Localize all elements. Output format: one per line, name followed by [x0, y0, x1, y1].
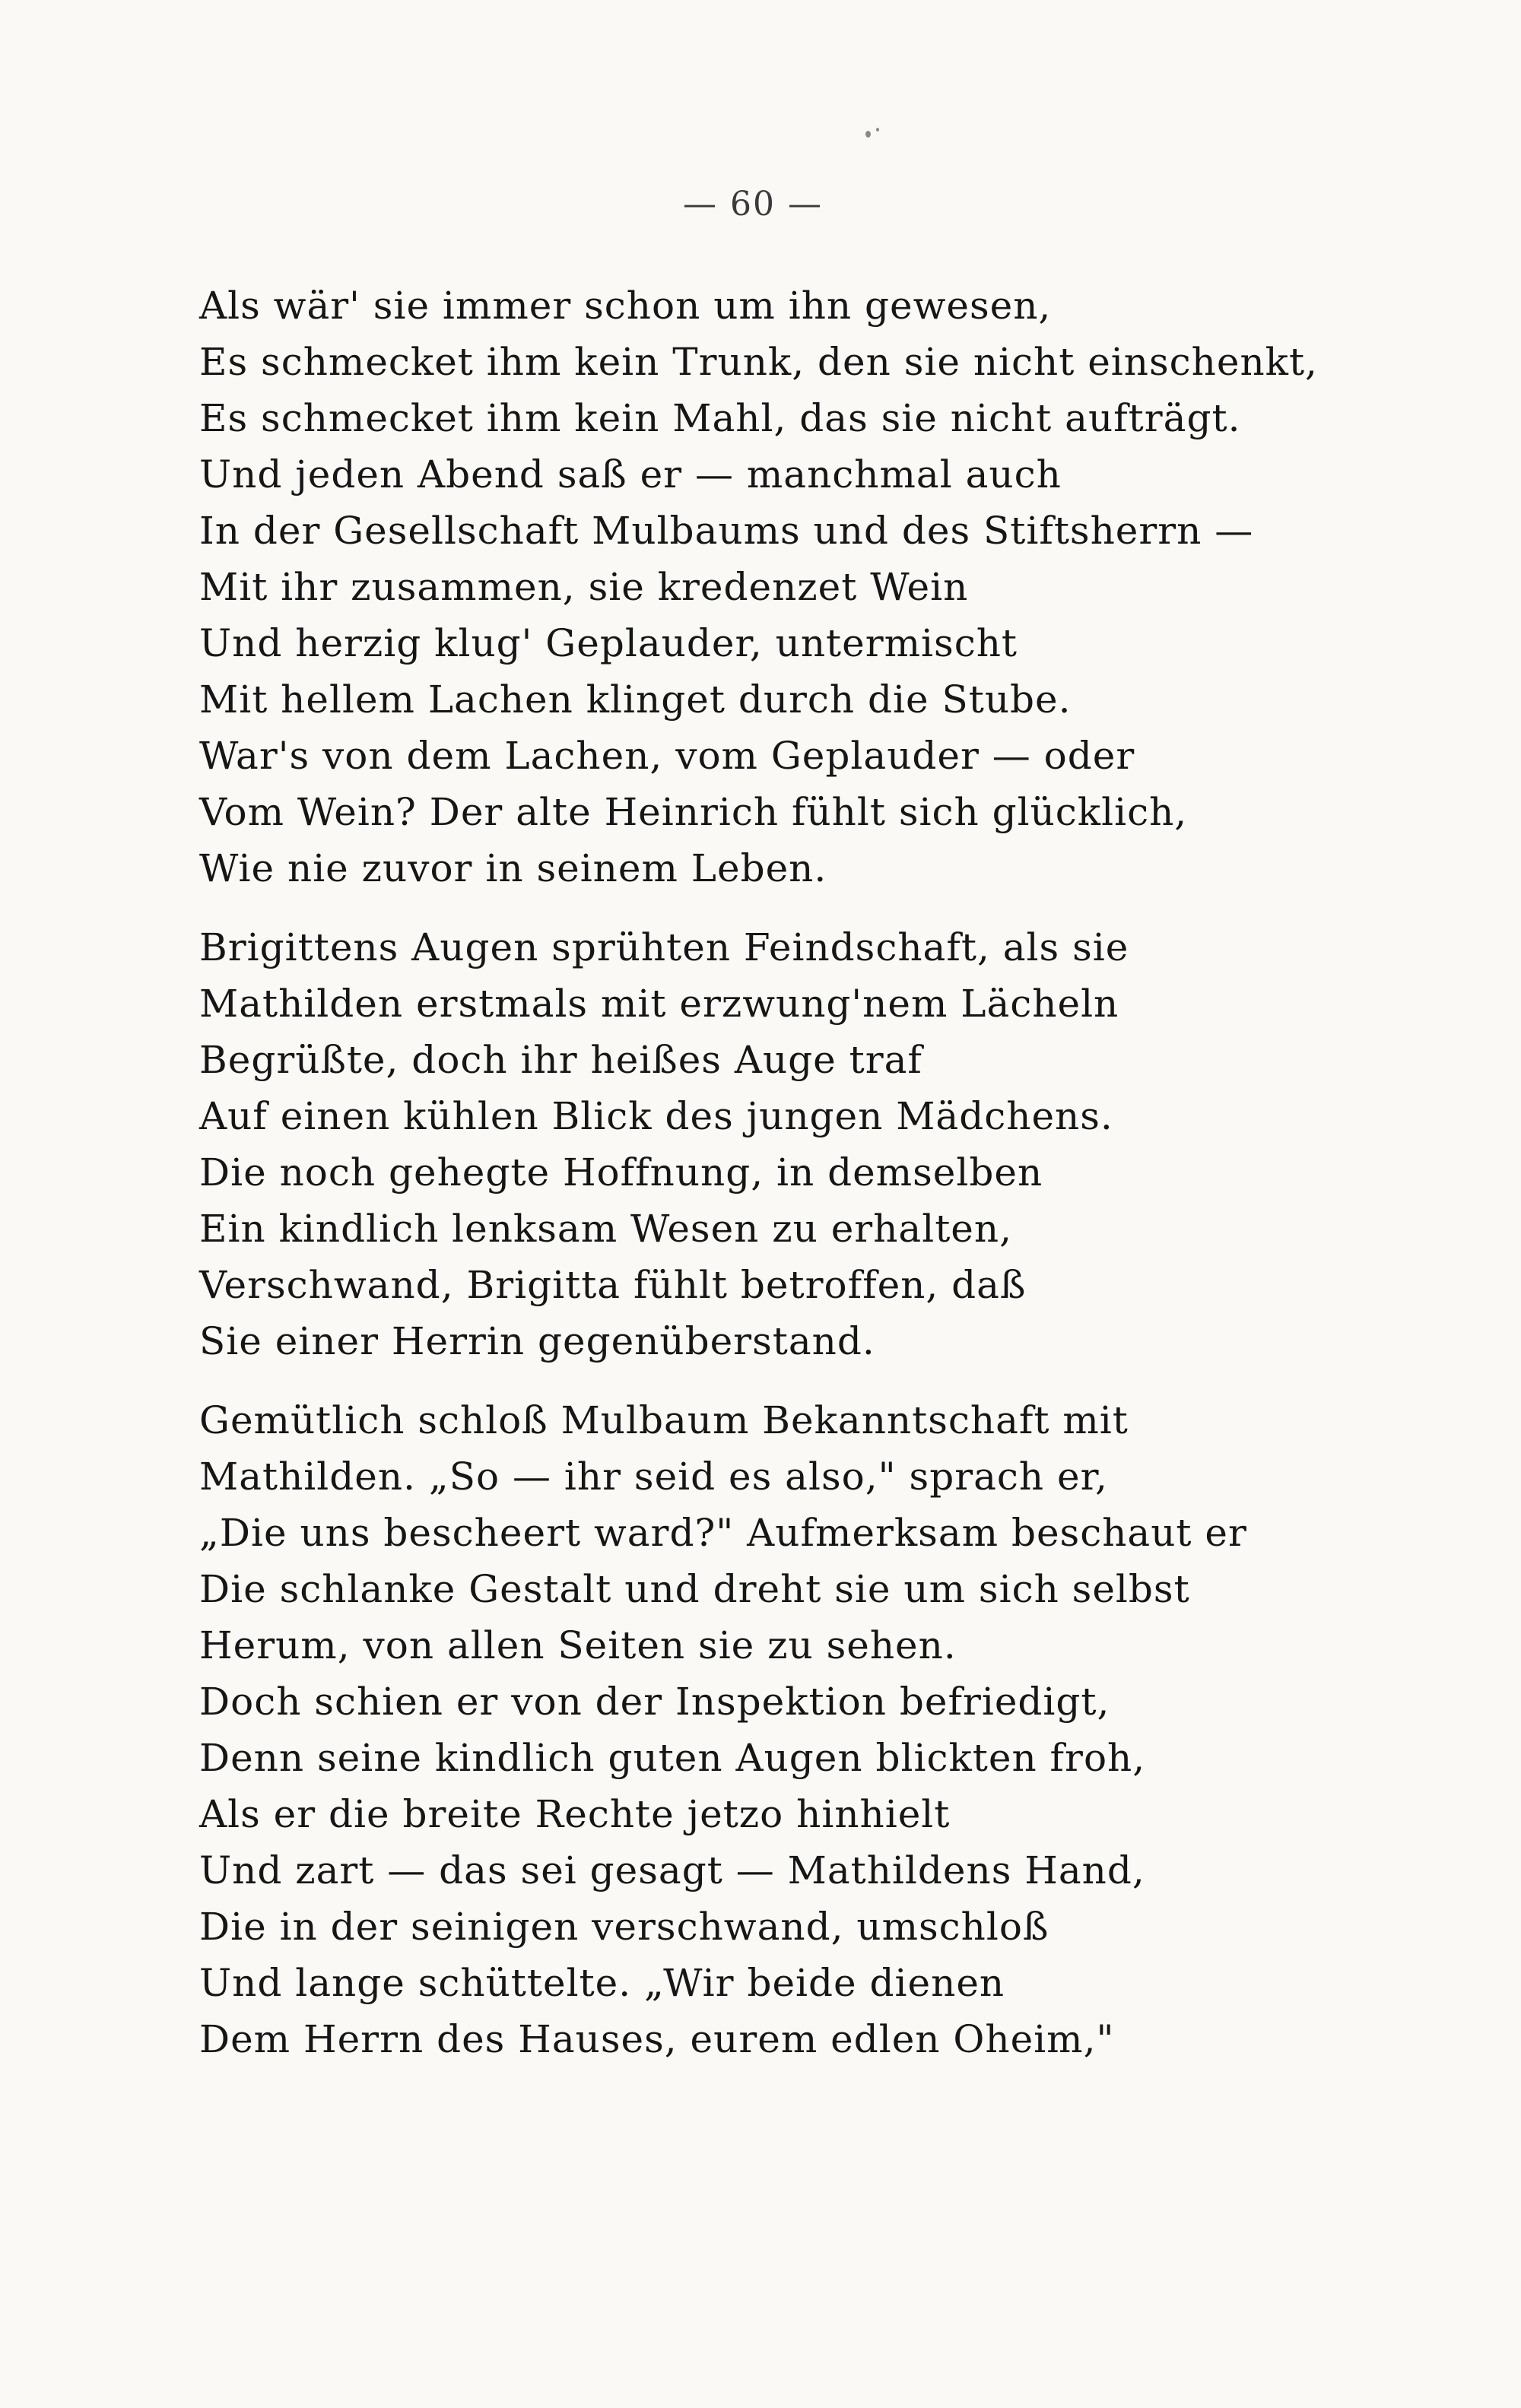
verse-line: Die noch gehegte Hoffnung, in demselben — [199, 1150, 1043, 1194]
verse-line: Mit hellem Lachen klinget durch die Stube. — [199, 677, 1072, 722]
poem-text — [199, 278, 1325, 2067]
verse-line: Mathilden erstmals mit erzwung'nem Lächeln — [199, 982, 1119, 1026]
stanza-3 — [199, 1392, 1325, 2067]
paper-speck — [876, 128, 879, 132]
verse-line: Verschwand, Brigitta fühlt betroffen, daß — [199, 1263, 1027, 1307]
verse-line: Gemütlich schloß Mulbaum Bekanntschaft mit — [199, 1398, 1129, 1442]
page-number: — 60 — — [683, 185, 823, 224]
verse-line: Mit ihr zusammen, sie kredenzet Wein — [199, 565, 969, 609]
verse-line: War's von dem Lachen, vom Geplauder — oder — [199, 734, 1135, 778]
verse-line: Als wär' sie immer schon um ihn gewesen, — [199, 284, 1052, 328]
stanza-1 — [199, 278, 1325, 896]
stanza-2 — [199, 919, 1325, 1369]
verse-line: Sie einer Herrin gegenüberstand. — [199, 1319, 875, 1363]
verse-line: Begrüßte, doch ihr heißes Auge traf — [199, 1038, 922, 1082]
verse-line: Dem Herrn des Hauses, eurem edlen Oheim," — [199, 2017, 1115, 2061]
verse-line: Und zart — das sei gesagt — Mathildens Hand, — [199, 1848, 1145, 1892]
verse-line: Ein kindlich lenksam Wesen zu erhalten, — [199, 1207, 1012, 1251]
verse-line: Auf einen kühlen Blick des jungen Mädchens. — [199, 1094, 1113, 1138]
verse-line: Die in der seinigen verschwand, umschloß — [199, 1905, 1049, 1949]
verse-line: Die schlanke Gestalt und dreht sie um sich selbst — [199, 1567, 1190, 1611]
verse-line: Herum, von allen Seiten sie zu sehen. — [199, 1623, 957, 1667]
paper-speck — [865, 131, 871, 138]
verse-line: Mathilden. „So — ihr seid es also," sprach er, — [199, 1455, 1108, 1499]
verse-line: „Die uns bescheert ward?" Aufmerksam beschaut er — [199, 1511, 1247, 1555]
verse-line: Brigittens Augen sprühten Feindschaft, als sie — [199, 925, 1129, 969]
verse-line: Vom Wein? Der alte Heinrich fühlt sich glücklich, — [199, 790, 1188, 834]
verse-line: Und lange schüttelte. „Wir beide dienen — [199, 1961, 1005, 2005]
verse-line: Wie nie zuvor in seinem Leben. — [199, 846, 827, 890]
verse-line: Als er die breite Rechte jetzo hinhielt — [199, 1792, 951, 1836]
verse-line: Es schmecket ihm kein Trunk, den sie nicht einschenkt, — [199, 340, 1318, 384]
verse-line: Es schmecket ihm kein Mahl, das sie nicht aufträgt. — [199, 396, 1241, 440]
verse-line: Und herzig klug' Geplauder, untermischt — [199, 621, 1018, 665]
verse-line: Und jeden Abend saß er — manchmal auch — [199, 452, 1062, 497]
verse-line: Denn seine kindlich guten Augen blickten froh, — [199, 1736, 1146, 1780]
verse-line: Doch schien er von der Inspektion befriedigt, — [199, 1680, 1110, 1724]
verse-line: In der Gesellschaft Mulbaums und des Stiftsherrn — — [199, 509, 1254, 553]
